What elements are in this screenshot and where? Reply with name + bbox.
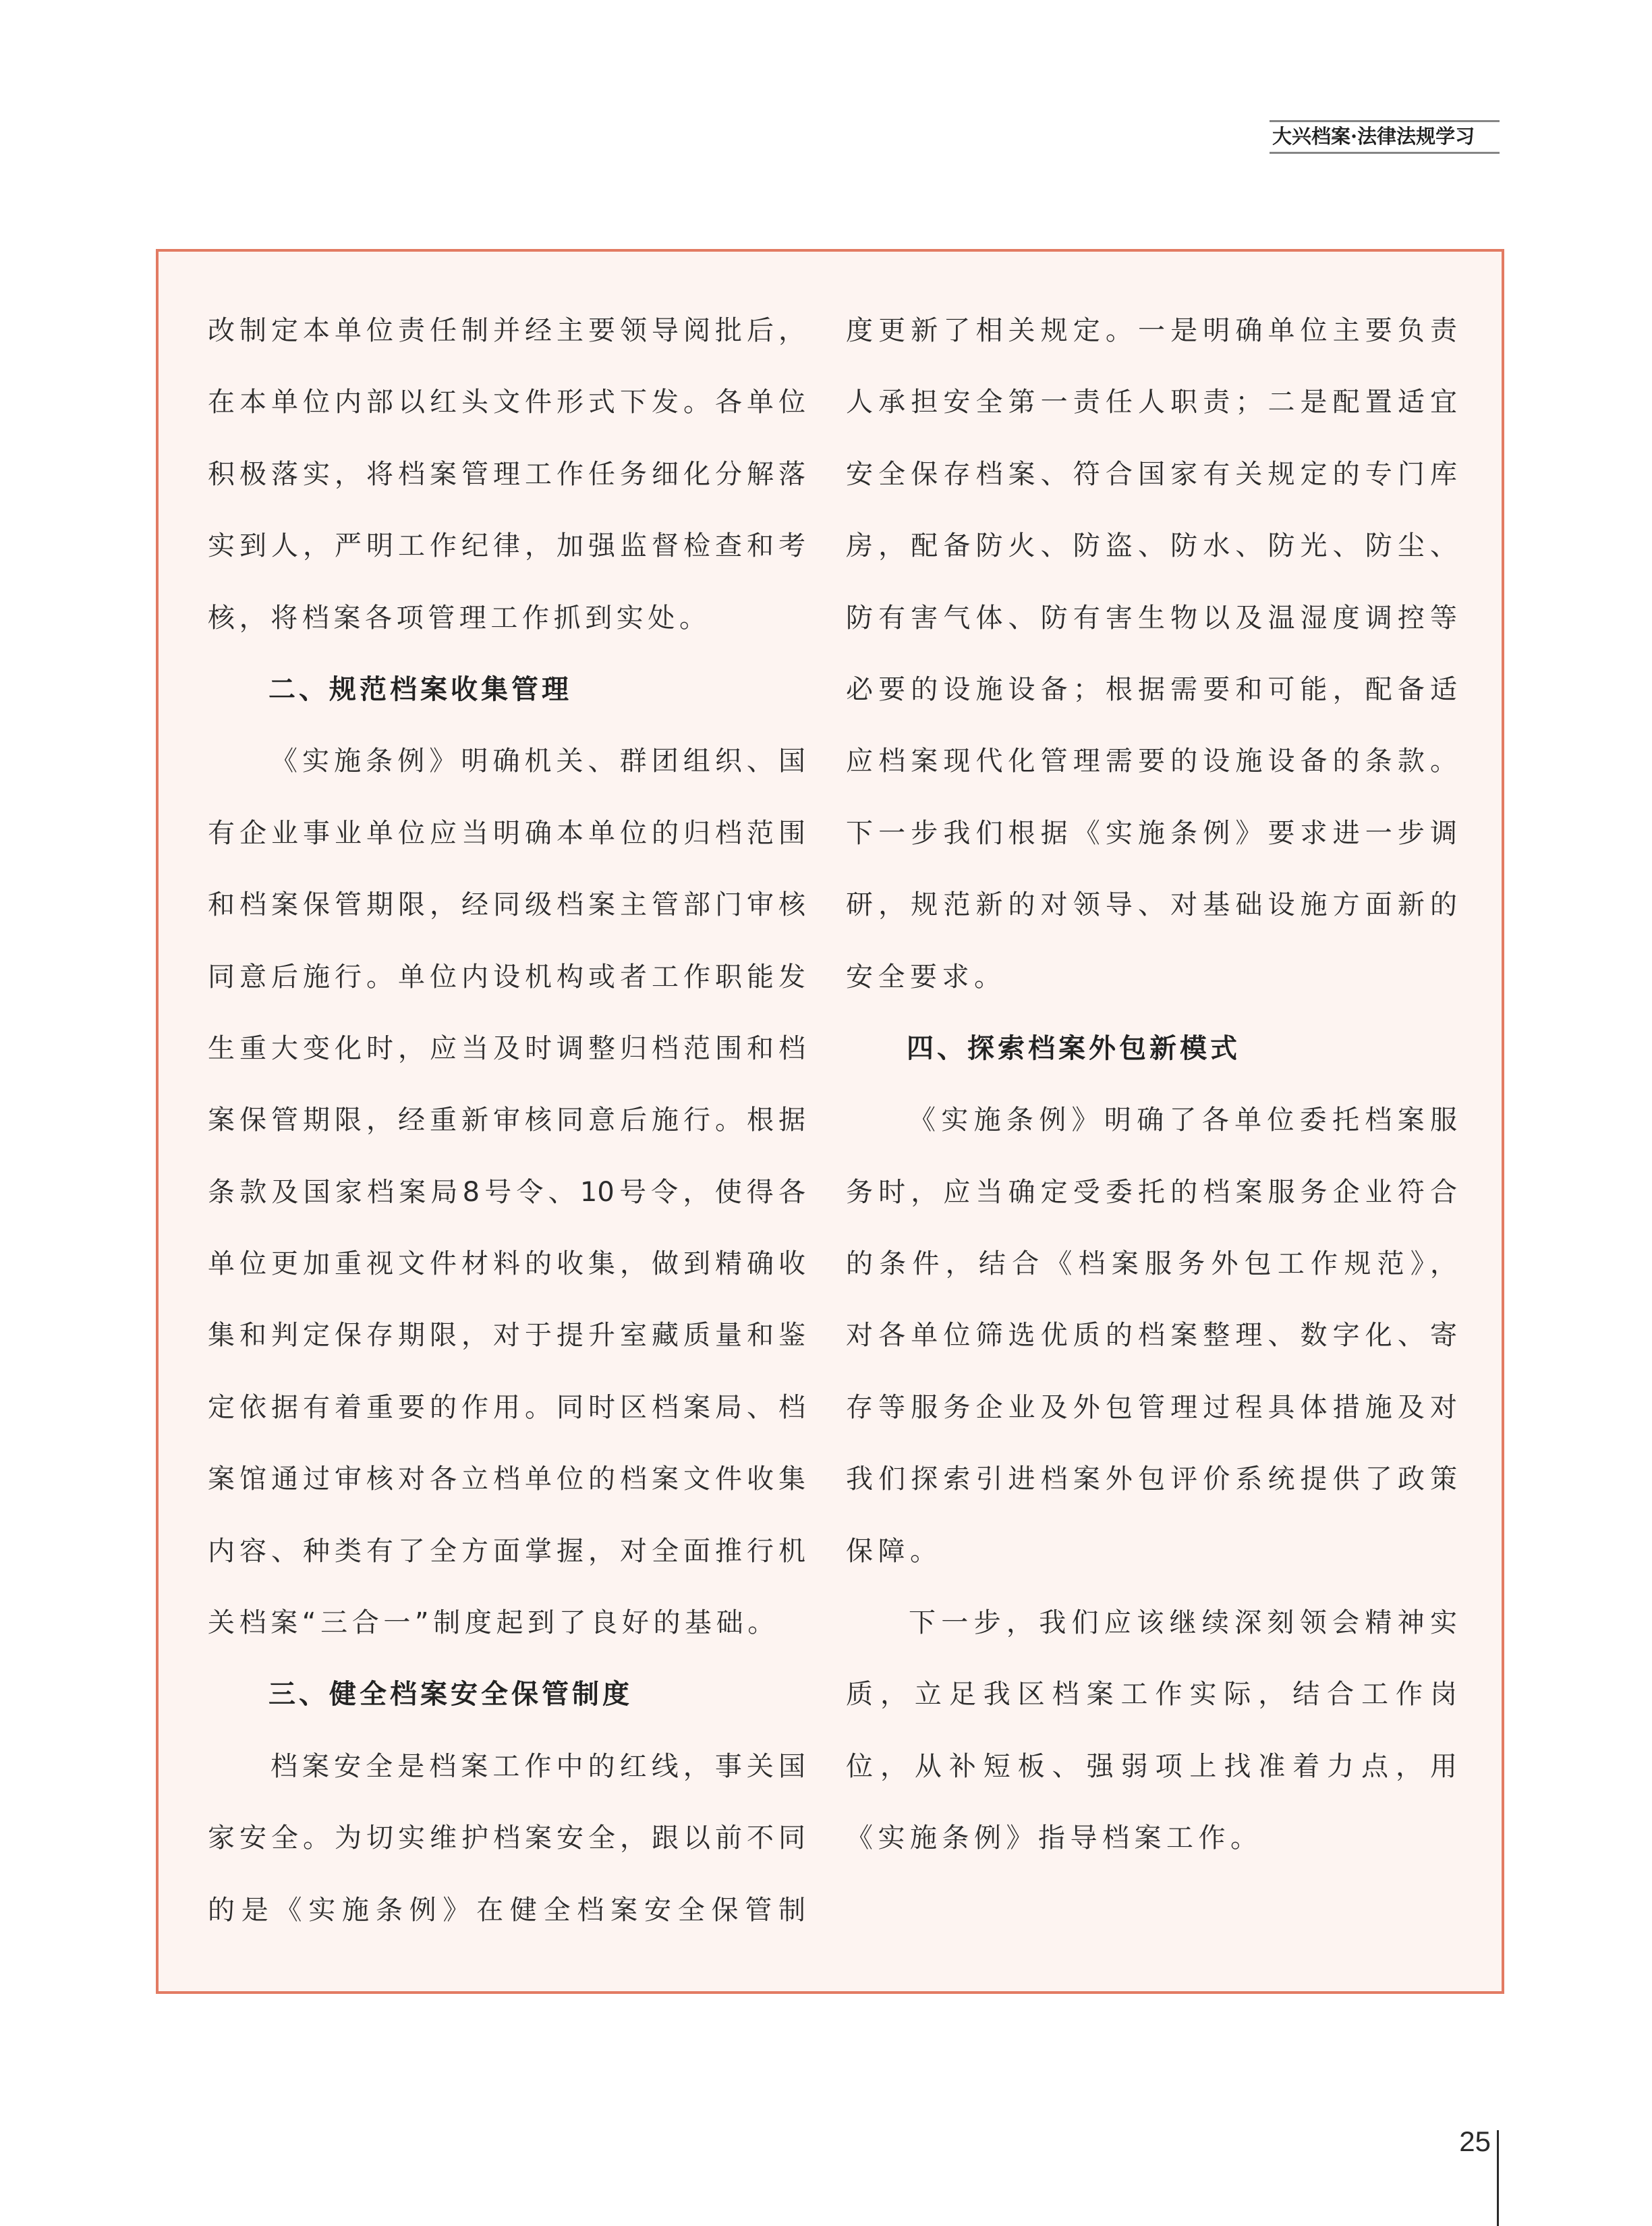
- paragraph-first-line: 下一步，我们应该继续深刻领会精神实: [909, 1607, 1457, 1639]
- text-line: 关档案“三合一”制度起到了良好的基础。: [208, 1607, 779, 1639]
- running-head-title: 大兴档案·法律法规学习: [1272, 125, 1475, 148]
- text-line: 家安全。为切实维护档案安全，跟以前不同: [208, 1822, 805, 1854]
- paragraph-first-line: 《实施条例》明确机关、群团组织、国: [270, 746, 805, 777]
- text-line: 下一步我们根据《实施条例》要求进一步调: [846, 817, 1457, 849]
- text-line: 在本单位内部以红头文件形式下发。各单位: [208, 387, 805, 418]
- text-line: 同意后施行。单位内设机构或者工作职能发: [208, 961, 805, 993]
- text-line: 务时，应当确定受委托的档案服务企业符合: [846, 1176, 1457, 1208]
- text-line: 保障。: [846, 1535, 942, 1567]
- section-heading: 三、健全档案安全保管制度: [268, 1679, 633, 1710]
- text-line: 位，从补短板、强弱项上找准着力点，用: [846, 1750, 1457, 1782]
- paragraph-first-line: 《实施条例》明确了各单位委托档案服: [909, 1105, 1457, 1136]
- text-line: 和档案保管期限，经同级档案主管部门审核: [208, 889, 805, 921]
- text-line: 对各单位筛选优质的档案整理、数字化、寄: [846, 1320, 1457, 1352]
- text-line: 房，配备防火、防盗、防水、防光、防尘、: [846, 530, 1457, 562]
- text-line: 生重大变化时，应当及时调整归档范围和档: [208, 1032, 805, 1064]
- text-line: 人承担安全第一责任人职责；二是配置适宜: [846, 387, 1457, 418]
- text-line: 的条件，结合《档案服务外包工作规范》，: [846, 1248, 1457, 1280]
- text-line: 的是《实施条例》在健全档案安全保管制: [208, 1894, 805, 1926]
- text-line: 实到人，严明工作纪律，加强监督检查和考: [208, 530, 805, 562]
- page-number-rule: [1497, 2130, 1499, 2226]
- text-line: 有企业事业单位应当明确本单位的归档范围: [208, 817, 805, 849]
- text-line: 质，立足我区档案工作实际，结合工作岗: [846, 1679, 1457, 1710]
- text-line: 存等服务企业及外包管理过程具体措施及对: [846, 1391, 1457, 1423]
- page-number: 25: [1459, 2125, 1491, 2157]
- text-line: 应档案现代化管理需要的设施设备的条款。: [846, 746, 1457, 777]
- text-line: 《实施条例》指导档案工作。: [846, 1822, 1263, 1854]
- text-line: 集和判定保存期限，对于提升室藏质量和鉴: [208, 1320, 805, 1352]
- section-heading: 四、探索档案外包新模式: [907, 1032, 1241, 1064]
- right-column: [846, 295, 1457, 1874]
- text-line: 改制定本单位责任制并经主要领导阅批后，: [208, 315, 805, 346]
- text-line: 案保管期限，经重新审核同意后施行。根据: [208, 1105, 805, 1136]
- text-line: 安全保存档案、符合国家有关规定的专门库: [846, 458, 1457, 490]
- text-line: 核，将档案各项管理工作抓到实处。: [208, 602, 711, 634]
- text-line: 研，规范新的对领导、对基础设施方面新的: [846, 889, 1457, 921]
- section-heading: 二、规范档案收集管理: [268, 673, 572, 705]
- text-line: 内容、种类有了全方面掌握，对全面推行机: [208, 1535, 805, 1567]
- text-line: 积极落实，将档案管理工作任务细化分解落: [208, 458, 805, 490]
- text-line: 防有害气体、防有害生物以及温湿度调控等: [846, 602, 1457, 634]
- paragraph-first-line: 档案安全是档案工作中的红线，事关国: [270, 1750, 805, 1782]
- text-line: 案馆通过审核对各立档单位的档案文件收集: [208, 1464, 805, 1495]
- text-line: 必要的设施设备；根据需要和可能，配备适: [846, 673, 1457, 705]
- text-line: 单位更加重视文件材料的收集，做到精确收: [208, 1248, 805, 1280]
- running-head-bottom-rule: [1270, 152, 1500, 154]
- running-head-top-rule: [1270, 120, 1500, 122]
- text-line: 度更新了相关规定。一是明确单位主要负责: [846, 315, 1457, 346]
- text-line: 条款及国家档案局8号令、10号令，使得各: [208, 1176, 805, 1208]
- text-line: 安全要求。: [846, 961, 1006, 993]
- text-line: 我们探索引进档案外包评价系统提供了政策: [846, 1464, 1457, 1495]
- left-column: [208, 295, 805, 1946]
- text-line: 定依据有着重要的作用。同时区档案局、档: [208, 1391, 805, 1423]
